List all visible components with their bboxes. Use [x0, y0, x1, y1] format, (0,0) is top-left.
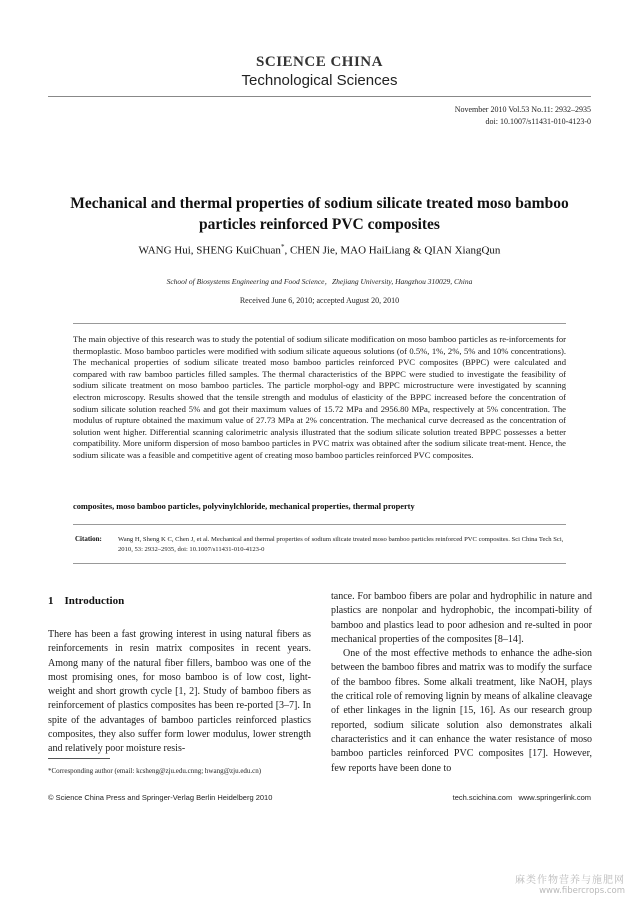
doi: doi: 10.1007/s11431-010-4123-0	[485, 117, 591, 126]
body-paragraph: tance. For bamboo fibers are polar and hydrophilic in nature and plastics are nonpolar and hydrophobic, the incompati-bility of bamboo and plastics lead to poor adhesion and re-sulted in poor mechanical properties of the composites [8–14].	[331, 591, 592, 645]
issue-info: November 2010 Vol.53 No.11: 2932–2935	[454, 105, 591, 114]
abstract-top-rule	[73, 323, 566, 324]
header-rule	[48, 96, 591, 97]
author-list	[0, 243, 639, 257]
body-paragraph: There has been a fast growing interest in using natural fibers as reinforcements in resin matrix composites in recent years. Among many of the natural fiber fillers, bamboo was one of the most promising ones, for moso bamboo is of low cost, light-weight and short growth cycle [1, 2]. Study of bamboo fibers as reinforcement of plastics composites has been re-ported [3–7]. In spite of the advantages of bamboo particles reinforced plastics composites, they also suffer form lower modulus, lower strength and relatively poor moisture resis-	[48, 629, 311, 755]
right-column	[331, 590, 592, 776]
authors-after: , CHEN Jie, MAO HaiLiang & QIAN XiangQun	[284, 244, 501, 257]
keywords-rule	[73, 524, 566, 525]
body-paragraph: One of the most effective methods to enhance the adhe-sion between the bamboo fibres and matrix was to modify the surface of the bamboo fibres. Some alkali treatment, like NaOH, plays the critical role of removing lignin by means of alkaline cleavage of ether linkages in the lignin [15, 16]. As our research group reported, sodium silicate solution also demonstrates alkali characteristics and it can enhance the water resistance of moso bamboo particles reinforced PVC composites [17]. However, few reports have been done to	[331, 648, 593, 774]
corresponding-mark: *	[280, 243, 285, 251]
website-links: tech.scichina.com www.springerlink.com	[452, 793, 591, 802]
journal-subtitle: Technological Sciences	[241, 72, 398, 89]
footnote-rule	[48, 758, 110, 759]
keywords: composites, moso bamboo particles, polyvinylchloride, mechanical properties, thermal property	[73, 502, 415, 511]
citation-text: Wang H, Sheng K C, Chen J, et al. Mechanical and thermal properties of sodium silicate treated moso bamboo particles reinforced PVC composites. Sci China Tech Sci, 2010, 53: 2932–2935, doi: 10.1007/s11431-010-4123-0	[118, 536, 564, 553]
affiliation: School of Biosystems Engineering and Food Science，Zhejiang University, Hangzhou 310029, China	[166, 277, 473, 286]
footnote: *Corresponding author (email: kcsheng@zju.edu.cnng; hwang@zju.edu.cn)	[48, 767, 262, 775]
section-heading: 1 Introduction	[48, 595, 125, 607]
citation-rule	[73, 563, 566, 564]
citation-label: Citation:	[75, 535, 102, 543]
left-column	[48, 628, 311, 757]
authors-before: WANG Hui, SHENG KuiChuan	[138, 244, 281, 257]
watermark-url: www.fibercrops.com	[539, 886, 625, 896]
paper-title: Mechanical and thermal properties of sodium silicate treated moso bamboo particles reinforced PVC composites	[70, 195, 569, 233]
journal-name: SCIENCE CHINA	[256, 54, 383, 70]
copyright: © Science China Press and Springer-Verlag Berlin Heidelberg 2010	[48, 793, 273, 802]
watermark	[515, 876, 625, 896]
received-date: Received June 6, 2010; accepted August 20, 2010	[239, 296, 400, 305]
watermark-cn: 麻类作物营养与施肥网	[515, 875, 625, 886]
abstract: The main objective of this research was to study the potential of sodium silicate modification on moso bamboo particles as re-inforcements for thermoplastic. Moso bamboo particles were modified with sodium silicate aqueous solutions (of 0.5%, 1%, 2%, 5% and 10% concentrations). The mechanical properties of sodium silicate treated moso bamboo particles reinforced PVC composites (BPPC) were calculated and compared with raw bamboo particles filled samples. The thermal characteristics of the BPPC were studied to investigate the feasibility of sodium silicate treatment on moso bamboo particles. The particle morphol-ogy and BPPC microstructure were investigated by scanning electron microscopy. Results showed that the tensile strength and modulus of elasticity of the BPPC increased before the concentration of sodium silicate solution reached 5% and got their maximum values of 15.72 MPa and 2956.80 MPa, respectively at 5% concentration. The modulus of rupture obtained the maximum value of 27.73 MPa at 2% concentration. The mechanical curve decreased as the concentration of solution went higher. Differential scanning calorimetric analysis illustrated that the sodium silicate solution treated BPPC possesses a better compatibility. More uniform dispersion of moso bamboo particles in PVC matrix was obtained after the sodium silicate treat-ment. Hence, the sodium silicate was a feasible and competitive agent of creating moso bamboo particles reinforced PVC composites.	[73, 334, 566, 460]
